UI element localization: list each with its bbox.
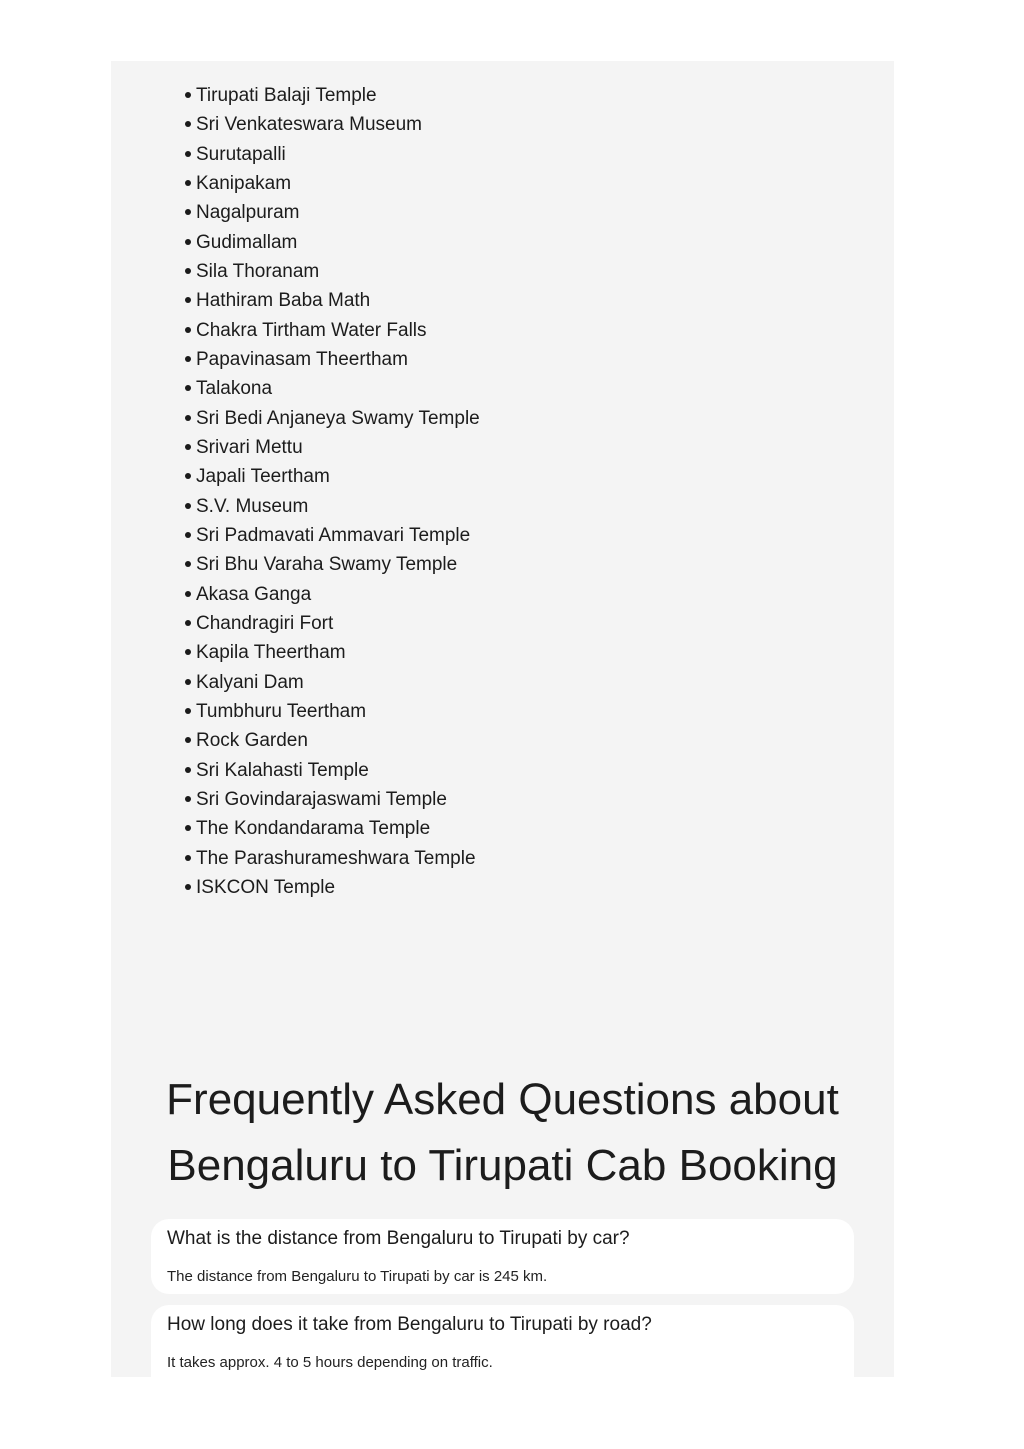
- bullet-icon: [185, 679, 191, 685]
- bullet-icon: [185, 268, 191, 274]
- bullet-icon: [185, 825, 191, 831]
- bullet-icon: [185, 591, 191, 597]
- place-label: Sri Bedi Anjaneya Swamy Temple: [196, 407, 480, 429]
- faq-answer: It takes approx. 4 to 5 hours depending on traffic.: [167, 1354, 493, 1371]
- place-label: The Parashurameshwara Temple: [196, 847, 476, 869]
- list-item: [185, 609, 480, 638]
- list-item: [185, 433, 480, 462]
- bullet-icon: [185, 532, 191, 538]
- bullet-icon: [185, 209, 191, 215]
- bullet-icon: [185, 473, 191, 479]
- bullet-icon: [185, 767, 191, 773]
- list-item: [185, 81, 480, 110]
- faq-item[interactable]: [151, 1305, 854, 1377]
- content-panel: [111, 61, 894, 1377]
- place-label: Talakona: [196, 378, 273, 400]
- place-label: Srivari Mettu: [196, 436, 303, 458]
- list-item: [185, 814, 480, 843]
- place-label: Gudimallam: [196, 231, 298, 253]
- faq-heading-line-1: Frequently Asked Questions about: [166, 1075, 839, 1124]
- faq-question[interactable]: What is the distance from Bengaluru to Tirupati by car?: [167, 1228, 630, 1249]
- list-item: [185, 228, 480, 257]
- list-item: [185, 521, 480, 550]
- faq-heading: [111, 1067, 894, 1199]
- bullet-icon: [185, 415, 191, 421]
- faq-heading-line-2: Bengaluru to Tirupati Cab Booking: [167, 1141, 838, 1190]
- list-item: [185, 726, 480, 755]
- place-label: Surutapalli: [196, 143, 286, 165]
- bullet-icon: [185, 855, 191, 861]
- bullet-icon: [185, 503, 191, 509]
- place-label: Rock Garden: [196, 730, 308, 752]
- place-label: Sri Govindarajaswami Temple: [196, 788, 447, 810]
- list-item: [185, 316, 480, 345]
- list-item: [185, 198, 480, 227]
- list-item: [185, 257, 480, 286]
- place-label: Sri Kalahasti Temple: [196, 759, 369, 781]
- bullet-icon: [185, 180, 191, 186]
- bullet-icon: [185, 151, 191, 157]
- bullet-icon: [185, 884, 191, 890]
- place-label: Hathiram Baba Math: [196, 290, 371, 312]
- place-label: Japali Teertham: [196, 466, 330, 488]
- list-item: [185, 638, 480, 667]
- bullet-icon: [185, 121, 191, 127]
- place-label: Chandragiri Fort: [196, 612, 334, 634]
- place-label: Akasa Ganga: [196, 583, 312, 605]
- bullet-icon: [185, 444, 191, 450]
- list-item: [185, 140, 480, 169]
- list-item: [185, 404, 480, 433]
- place-label: Tirupati Balaji Temple: [196, 85, 377, 106]
- list-item: [185, 462, 480, 491]
- place-label: Papavinasam Theertham: [196, 348, 408, 370]
- bullet-icon: [185, 737, 191, 743]
- place-label: The Kondandarama Temple: [196, 818, 431, 840]
- place-label: Kalyani Dam: [196, 671, 304, 693]
- bullet-icon: [185, 297, 191, 303]
- place-label: Sri Padmavati Ammavari Temple: [196, 524, 471, 546]
- place-label: Tumbhuru Teertham: [196, 700, 367, 722]
- place-label: ISKCON Temple: [196, 876, 336, 898]
- bullet-icon: [185, 385, 191, 391]
- list-item: [185, 668, 480, 697]
- bullet-icon: [185, 356, 191, 362]
- place-label: Nagalpuram: [196, 202, 300, 224]
- places-list: [185, 81, 480, 902]
- place-label: Sila Thoranam: [196, 260, 320, 282]
- bullet-icon: [185, 561, 191, 567]
- list-item: [185, 345, 480, 374]
- place-label: S.V. Museum: [196, 495, 309, 517]
- place-label: Sri Bhu Varaha Swamy Temple: [196, 554, 458, 576]
- place-label: Chakra Tirtham Water Falls: [196, 319, 427, 341]
- list-item: [185, 756, 480, 785]
- faq-question[interactable]: How long does it take from Bengaluru to Tirupati by road?: [167, 1314, 652, 1335]
- faq-answer: The distance from Bengaluru to Tirupati by car is 245 km.: [167, 1268, 548, 1285]
- list-item: [185, 286, 480, 315]
- list-item: [185, 785, 480, 814]
- bullet-icon: [185, 796, 191, 802]
- list-item: [185, 169, 480, 198]
- place-label: Kanipakam: [196, 172, 292, 194]
- faq-item[interactable]: [151, 1219, 854, 1294]
- list-item: [185, 492, 480, 521]
- list-item: [185, 374, 480, 403]
- bullet-icon: [185, 92, 191, 98]
- list-item: [185, 844, 480, 873]
- list-item: [185, 110, 480, 139]
- bullet-icon: [185, 620, 191, 626]
- bullet-icon: [185, 239, 191, 245]
- bullet-icon: [185, 327, 191, 333]
- list-item: [185, 873, 480, 902]
- list-item: [185, 550, 480, 579]
- bullet-icon: [185, 708, 191, 714]
- place-label: Kapila Theertham: [196, 642, 346, 664]
- list-item: [185, 580, 480, 609]
- place-label: Sri Venkateswara Museum: [196, 114, 422, 136]
- bullet-icon: [185, 649, 191, 655]
- list-item: [185, 697, 480, 726]
